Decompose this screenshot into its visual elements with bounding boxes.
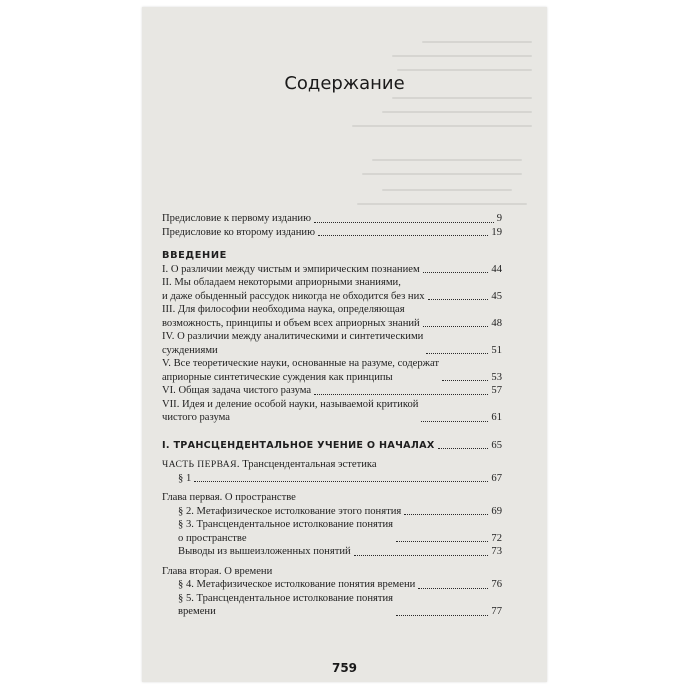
- toc-entry-text: § 3. Трансцендентальное истолкование понятия о пространстве: [178, 519, 394, 544]
- dot-leader: [404, 514, 488, 515]
- toc-entry-intro-2[interactable]: [162, 276, 502, 303]
- dot-leader: [194, 481, 488, 482]
- toc-entry-text: II. Мы обладаем некоторыми априорными знаниями, и даже обыденный рассудок никогда не обходится без них: [162, 277, 425, 302]
- dot-leader: [442, 380, 488, 381]
- toc-page-number: 53: [491, 371, 502, 383]
- dot-leader: [318, 235, 488, 236]
- toc-entry-text: I. О различии между чистым и эмпирическим познанием: [162, 263, 420, 275]
- dot-leader: [423, 272, 489, 273]
- toc-entry-para-1[interactable]: [162, 472, 502, 486]
- toc-page-number: 76: [491, 579, 502, 590]
- toc-page-number: 77: [491, 606, 502, 617]
- toc-page-number: 44: [491, 263, 502, 275]
- toc-entry-preface-1[interactable]: [162, 212, 502, 226]
- toc-entry-intro-1[interactable]: [162, 263, 502, 277]
- dot-leader: [396, 615, 488, 616]
- toc-page-number: 61: [491, 412, 502, 423]
- toc-entry-intro-5[interactable]: [162, 357, 502, 384]
- toc-page-number: 72: [491, 532, 502, 544]
- dot-leader: [396, 541, 488, 542]
- dot-leader: [354, 555, 489, 556]
- section-title-line: [162, 458, 502, 472]
- toc-entry-intro-3[interactable]: [162, 303, 502, 330]
- part-one-heading: I. ТРАНСЦЕНДЕНТАЛЬНОЕ УЧЕНИЕ О НАЧАЛАХ: [162, 439, 435, 451]
- toc-entry-preface-2[interactable]: [162, 226, 502, 240]
- toc-page-number: 48: [491, 317, 502, 329]
- dot-leader: [426, 353, 488, 354]
- toc-entry-text: Выводы из вышеизложенных понятий: [178, 546, 351, 557]
- dot-leader: [418, 588, 488, 589]
- toc-entry-text: Предисловие к первому изданию: [162, 213, 312, 224]
- toc-entry-text: VII. Идея и деление особой науки, называемой критикой чистого разума: [162, 398, 419, 423]
- table-of-contents: [162, 212, 502, 619]
- toc-entry-ch2-2[interactable]: [162, 592, 502, 619]
- dot-leader: [421, 421, 488, 422]
- page-title: Содержание: [284, 73, 405, 94]
- dot-leader: [314, 394, 488, 395]
- toc-page-number: 9: [496, 213, 502, 224]
- toc-page-number: 67: [491, 472, 502, 484]
- toc-entry-intro-7[interactable]: [162, 398, 502, 425]
- toc-entry-text: V. Все теоретические науки, основанные на разуме, содержат априорные синтетические суждения как принципы: [162, 358, 440, 383]
- dot-leader: [428, 299, 489, 300]
- toc-page-number: 51: [491, 344, 502, 356]
- toc-entry-ch1-1[interactable]: [162, 505, 502, 519]
- toc-page-number: 73: [491, 546, 502, 557]
- toc-entry-ch2-1[interactable]: [162, 578, 502, 592]
- introduction-heading: ВВЕДЕНИЕ: [162, 250, 227, 261]
- dot-leader: [423, 326, 489, 327]
- page-number: 759: [331, 661, 358, 675]
- toc-entry-text: § 5. Трансцендентальное истолкование понятия времени: [178, 592, 394, 617]
- toc-page-number: 57: [491, 385, 502, 396]
- chapter-two-title: Глава вторая. О времени: [162, 565, 273, 577]
- toc-entry-text: § 1: [178, 472, 192, 484]
- toc-page-number: 19: [491, 226, 502, 238]
- section-title: . Трансцендентальная эстетика: [236, 459, 377, 470]
- toc-entry-ch1-2[interactable]: [162, 518, 502, 545]
- toc-entry-text: § 2. Метафизическое истолкование этого понятия: [178, 505, 402, 517]
- toc-entry-intro-4[interactable]: [162, 330, 502, 357]
- toc-entry-text: § 4. Метафизическое истолкование понятия времени: [178, 579, 416, 590]
- dot-leader: [314, 222, 494, 223]
- toc-entry-text: Предисловие ко второму изданию: [162, 226, 316, 238]
- toc-page-number: 65: [491, 439, 502, 451]
- toc-entry-text: III. Для философии необходима наука, определяющая возможность, принципы и объем всех априорных знаний: [162, 304, 420, 329]
- toc-entry-intro-6[interactable]: [162, 384, 502, 398]
- book-page: [142, 7, 547, 682]
- dot-leader: [438, 448, 489, 449]
- chapter-one-title: Глава первая. О пространстве: [162, 492, 296, 503]
- toc-entry-text: VI. Общая задача чистого разума: [162, 385, 312, 396]
- toc-entry-text: IV. О различии между аналитическими и синтетическими суждениями: [162, 331, 424, 356]
- toc-page-number: 45: [491, 290, 502, 302]
- toc-page-number: 69: [491, 505, 502, 517]
- toc-entry-ch1-3[interactable]: [162, 545, 502, 559]
- section-label: ЧАСТЬ ПЕРВАЯ: [162, 459, 237, 470]
- toc-entry-part-one[interactable]: [162, 439, 502, 453]
